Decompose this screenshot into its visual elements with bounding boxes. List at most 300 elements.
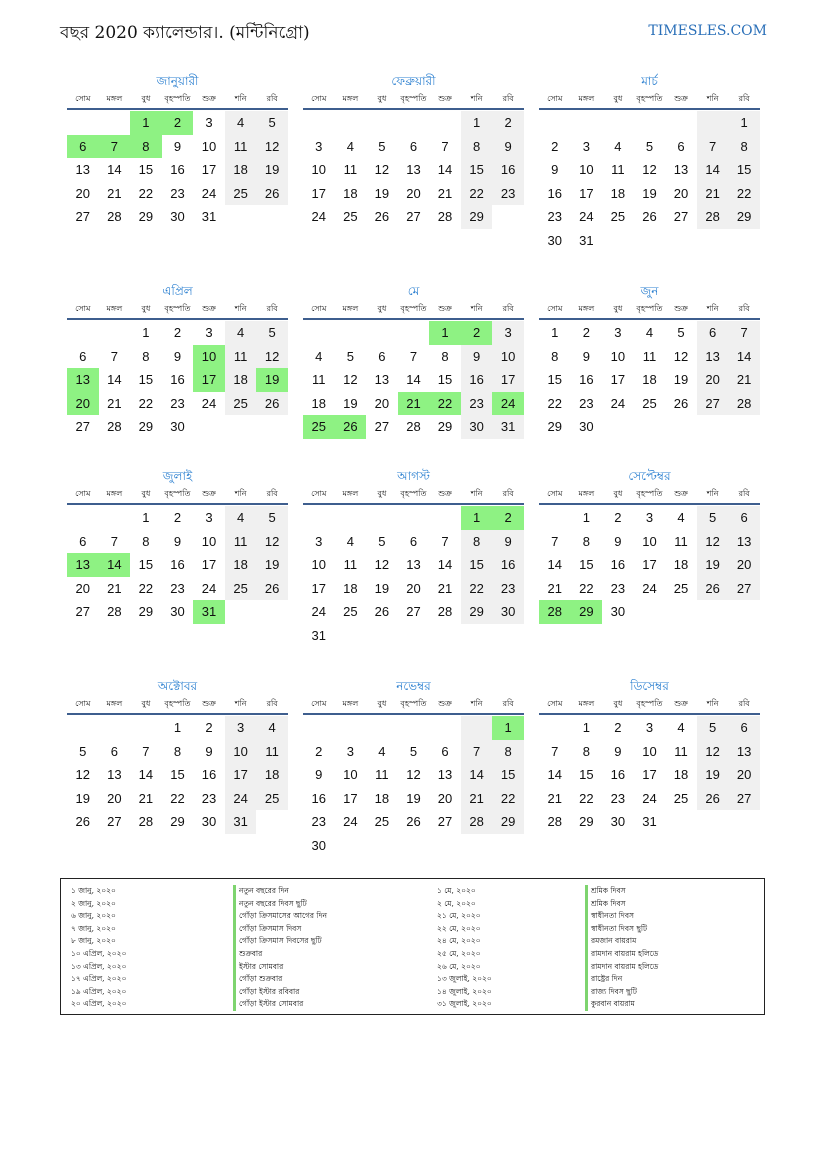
day-cell: 20	[673, 185, 689, 201]
day-cell: 23	[610, 790, 626, 806]
weekday-header	[303, 485, 524, 505]
empty-day	[67, 506, 99, 530]
day-cell: 8	[461, 135, 493, 159]
empty-day	[335, 716, 367, 740]
empty-day	[634, 111, 666, 135]
day-cell: 10	[492, 345, 524, 369]
day-cell: 11	[225, 135, 257, 159]
legend-dates-right	[437, 885, 492, 1011]
day-cell: 28	[107, 419, 122, 434]
empty-day	[335, 111, 367, 135]
day-cell: 12	[374, 162, 390, 177]
weekday-label: বুধ	[613, 489, 623, 498]
day-cell: 31	[225, 810, 257, 834]
day-cell: 22	[138, 395, 154, 411]
legend-holiday-name: শ্রমিক দিবস	[585, 898, 658, 911]
day-cell: 7	[441, 138, 449, 154]
month-block	[67, 677, 288, 834]
day-cell: 2	[492, 506, 524, 530]
day-cell: 28	[406, 419, 421, 434]
day-cell: 1	[582, 720, 590, 735]
day-cell: 23	[492, 182, 524, 206]
day-cell: 15	[579, 557, 594, 572]
legend-holiday-name: গোঁড়া ক্রিসমাস দিবস	[233, 923, 327, 936]
weekday-label: মঙ্গল	[106, 94, 123, 103]
day-cell: 24	[201, 185, 217, 201]
day-cell: 5	[79, 743, 87, 759]
day-cell: 17	[225, 763, 257, 787]
day-cell: 29	[170, 814, 185, 829]
day-cell: 30	[492, 600, 524, 624]
day-cell: 7	[551, 743, 559, 759]
month-name: এপ্রিল	[162, 284, 193, 298]
day-cell: 19	[697, 553, 729, 577]
weekday-label: বুধ	[377, 304, 387, 313]
empty-day	[429, 716, 461, 740]
day-cell: 24	[642, 790, 657, 806]
day-cell: 28	[107, 209, 122, 224]
day-cell: 11	[674, 743, 688, 759]
day-cell: 9	[173, 348, 182, 364]
day-cell: 25	[225, 577, 257, 601]
weekday-label: বৃহস্পতি	[636, 489, 663, 498]
day-cell: 21	[728, 368, 760, 392]
day-cell: 30	[170, 604, 185, 619]
day-cell: 26	[642, 209, 657, 224]
weekday-label: মঙ্গল	[578, 699, 595, 708]
weekday-label: রবি	[266, 94, 278, 103]
legend-date: ৭ জানু, ২০২০	[71, 923, 116, 933]
day-cell: 28	[107, 604, 122, 619]
legend-holiday-name: গোঁড়া ইস্টার রবিবার	[233, 986, 327, 999]
day-cell: 4	[614, 138, 622, 154]
month-name: অক্টোবর	[157, 679, 198, 693]
weekday-label: মঙ্গল	[342, 94, 359, 103]
day-cell: 3	[346, 743, 354, 759]
weekday-label: শনি	[234, 94, 247, 103]
day-cell: 6	[441, 743, 449, 759]
weekday-label: সোম	[547, 304, 563, 313]
day-cell: 10	[343, 767, 358, 782]
weekday-label: মঙ্গল	[106, 699, 123, 708]
day-cell: 11	[611, 162, 625, 177]
day-cell: 22	[492, 787, 524, 811]
day-cell: 20	[75, 185, 91, 201]
day-cell: 5	[378, 533, 386, 549]
day-cell: 30	[311, 837, 327, 853]
weekday-label: শুক্র	[202, 94, 216, 103]
month-block	[539, 467, 760, 624]
day-cell: 8	[551, 348, 559, 364]
day-cell: 4	[378, 743, 386, 759]
day-cell: 18	[343, 185, 358, 201]
day-cell: 7	[728, 321, 760, 345]
legend-holiday-name: রমজান বায়রাম	[585, 935, 658, 948]
day-cell: 13	[437, 767, 453, 782]
empty-day	[602, 111, 634, 135]
month-block	[303, 72, 524, 229]
day-cell: 20	[437, 790, 453, 806]
legend-date: ১৯ এপ্রিল, ২০২০	[71, 986, 127, 996]
legend-holiday-name: নতুন বছরের দিবস ছুটি	[233, 898, 327, 911]
day-cell: 31	[311, 627, 327, 643]
day-cell: 2	[205, 720, 213, 735]
day-cell: 29	[138, 419, 154, 434]
weekday-label: মঙ্গল	[342, 489, 359, 498]
day-cell: 11	[343, 162, 358, 177]
empty-day	[130, 716, 162, 740]
day-cell: 27	[437, 814, 453, 829]
day-cell: 28	[437, 209, 453, 224]
day-cell: 16	[311, 790, 327, 806]
legend-dates-left	[71, 885, 126, 1011]
weekday-label: সোম	[547, 489, 563, 498]
holiday-legend	[60, 878, 765, 1015]
day-cell: 3	[645, 720, 654, 735]
day-cell: 12	[374, 557, 390, 572]
weekday-label: রবি	[738, 489, 750, 498]
empty-day	[461, 716, 493, 740]
day-cell: 29	[437, 419, 453, 434]
day-cell: 17	[201, 557, 217, 572]
day-cell: 15	[579, 767, 594, 782]
day-cell: 19	[256, 553, 288, 577]
weekday-label: মঙ্গল	[578, 489, 595, 498]
month-name: আগস্ট	[397, 469, 430, 483]
day-cell: 25	[610, 209, 626, 224]
day-cell: 4	[225, 111, 257, 135]
weekday-label: সোম	[75, 304, 91, 313]
day-cell: 10	[642, 743, 657, 759]
month-name: ফেব্রুয়ারী	[391, 74, 436, 88]
day-cell: 12	[673, 348, 689, 364]
day-cell: 13	[697, 345, 729, 369]
weekday-label: শুক্র	[202, 699, 216, 708]
legend-date: ১৩ জুলাই, ২০২০	[437, 974, 492, 984]
weekday-label: শুক্র	[202, 489, 216, 498]
day-cell: 4	[346, 533, 354, 549]
day-cell: 29	[138, 209, 154, 224]
day-cell: 22	[547, 395, 563, 411]
day-cell: 17	[579, 185, 594, 201]
day-cell: 5	[346, 348, 354, 364]
day-cell: 7	[142, 743, 150, 759]
day-cell: 9	[614, 533, 622, 549]
day-cell: 5	[697, 506, 729, 530]
empty-day	[303, 506, 335, 530]
empty-day	[99, 321, 131, 345]
page-title: বছর 2020 ক্যালেন্ডার।. (মন্টিনিগ্রো)	[60, 23, 310, 43]
empty-day	[303, 716, 335, 740]
day-cell: 18	[610, 185, 626, 201]
day-cell: 15	[138, 557, 154, 572]
day-cell: 1	[582, 510, 590, 525]
day-cell: 14	[728, 345, 760, 369]
day-cell: 3	[205, 115, 213, 130]
day-cell: 2	[461, 321, 493, 345]
empty-day	[99, 716, 131, 740]
day-cell: 2	[173, 510, 182, 525]
day-cell: 31	[642, 814, 657, 829]
day-cell: 21	[107, 395, 122, 411]
legend-holiday-name: গোঁড়া ক্রিসমাস দিবসের ছুটি	[233, 935, 327, 948]
day-cell: 6	[728, 716, 760, 740]
weekday-label: বুধ	[141, 94, 151, 103]
weekday-label: বুধ	[613, 699, 623, 708]
day-cell: 8	[173, 743, 182, 759]
weekday-label: মঙ্গল	[578, 304, 595, 313]
day-cell: 7	[110, 533, 118, 549]
weekday-label: বৃহস্পতি	[400, 699, 427, 708]
day-cell: 26	[406, 814, 421, 829]
day-cell: 29	[492, 810, 524, 834]
weekday-label: মঙ্গল	[342, 304, 359, 313]
day-cell: 21	[138, 790, 154, 806]
day-cell: 11	[225, 345, 257, 369]
month-block	[539, 282, 760, 439]
day-cell: 30	[610, 604, 626, 619]
day-cell: 14	[437, 162, 453, 177]
day-cell: 24	[579, 209, 594, 224]
day-cell: 14	[107, 162, 122, 177]
day-cell: 25	[343, 604, 358, 619]
month-block	[67, 282, 288, 439]
weekday-label: সোম	[311, 489, 327, 498]
weekday-label: শনি	[470, 699, 483, 708]
day-cell: 14	[547, 557, 563, 572]
day-cell: 13	[107, 767, 122, 782]
day-cell: 21	[547, 580, 563, 596]
legend-date: ৬ জানু, ২০২০	[71, 911, 116, 921]
day-cell: 4	[677, 720, 685, 735]
day-cell: 24	[642, 580, 657, 596]
empty-day	[398, 321, 430, 345]
day-cell: 10	[225, 740, 257, 764]
day-cell: 23	[492, 577, 524, 601]
day-cell: 17	[311, 185, 327, 201]
weekday-label: শনি	[470, 94, 483, 103]
day-cell: 3	[315, 138, 323, 154]
day-cell: 13	[728, 740, 760, 764]
day-cell: 19	[406, 790, 421, 806]
day-grid	[303, 506, 524, 647]
day-cell: 1	[142, 325, 150, 340]
weekday-header	[539, 300, 760, 320]
day-cell: 11	[642, 348, 657, 364]
weekday-label: শনি	[470, 489, 483, 498]
day-cell: 18	[225, 553, 257, 577]
weekday-header	[67, 90, 288, 110]
day-cell: 19	[374, 185, 390, 201]
day-cell: 1	[492, 716, 524, 740]
day-cell: 18	[311, 395, 327, 411]
day-cell: 21	[697, 182, 729, 206]
weekday-label: রবি	[738, 304, 750, 313]
weekday-label: রবি	[502, 699, 514, 708]
day-cell: 24	[311, 209, 327, 224]
site-link[interactable]: TIMESLES.COM	[648, 23, 767, 39]
day-cell: 20	[374, 395, 390, 411]
day-cell: 3	[205, 325, 213, 340]
day-cell: 14	[437, 557, 453, 572]
weekday-label: রবি	[266, 304, 278, 313]
day-cell: 11	[225, 530, 257, 554]
weekday-label: রবি	[502, 304, 514, 313]
day-cell: 21	[107, 185, 122, 201]
legend-holiday-name: রামদান বায়রাম হলিডে	[585, 961, 658, 974]
day-cell: 19	[256, 158, 288, 182]
day-cell: 27	[673, 209, 689, 224]
day-cell: 20	[75, 580, 91, 596]
day-cell: 8	[582, 743, 590, 759]
day-cell: 29	[461, 600, 493, 624]
day-cell: 27	[374, 419, 390, 434]
day-cell: 18	[673, 767, 689, 782]
month-name: জুন	[640, 284, 659, 298]
day-cell: 16	[170, 372, 185, 387]
weekday-label: বৃহস্পতি	[164, 94, 191, 103]
day-cell: 3	[225, 716, 257, 740]
weekday-label: মঙ্গল	[106, 489, 123, 498]
month-block	[303, 467, 524, 647]
weekday-label: শনি	[706, 94, 719, 103]
day-cell: 11	[312, 372, 326, 387]
day-cell: 4	[225, 506, 257, 530]
day-cell: 29	[571, 600, 603, 624]
day-cell: 19	[75, 790, 91, 806]
weekday-label: রবি	[502, 94, 514, 103]
day-cell: 26	[256, 182, 288, 206]
empty-day	[539, 506, 571, 530]
day-cell: 23	[547, 209, 563, 224]
empty-day	[429, 506, 461, 530]
weekday-label: সোম	[75, 489, 91, 498]
day-cell: 5	[677, 325, 685, 340]
day-cell: 10	[193, 345, 225, 369]
day-cell: 6	[697, 321, 729, 345]
day-cell: 18	[642, 372, 657, 387]
day-cell: 17	[642, 557, 657, 572]
empty-day	[571, 111, 603, 135]
empty-day	[335, 506, 367, 530]
day-cell: 25	[642, 395, 657, 411]
day-cell: 9	[492, 530, 524, 554]
day-cell: 24	[610, 395, 626, 411]
day-cell: 27	[75, 209, 91, 224]
day-cell: 16	[170, 557, 185, 572]
day-cell: 9	[461, 345, 493, 369]
day-cell: 25	[343, 209, 358, 224]
day-cell: 25	[673, 790, 689, 806]
day-cell: 7	[697, 135, 729, 159]
weekday-label: শুক্র	[438, 304, 452, 313]
day-cell: 21	[547, 790, 563, 806]
month-name: ডিসেম্বর	[630, 679, 669, 693]
empty-day	[539, 716, 571, 740]
day-cell: 9	[205, 743, 213, 759]
day-cell: 25	[256, 787, 288, 811]
day-cell: 27	[406, 604, 421, 619]
day-cell: 17	[193, 368, 225, 392]
day-cell: 3	[205, 510, 213, 525]
weekday-label: রবি	[738, 699, 750, 708]
day-cell: 8	[728, 135, 760, 159]
day-cell: 2	[492, 111, 524, 135]
day-cell: 11	[343, 557, 358, 572]
legend-holiday-name: স্বাধীনতা দিবস	[585, 910, 658, 923]
day-cell: 22	[461, 577, 493, 601]
day-cell: 13	[728, 530, 760, 554]
day-cell: 22	[579, 580, 594, 596]
weekday-label: মঙ্গল	[578, 94, 595, 103]
day-cell: 1	[728, 111, 760, 135]
day-cell: 27	[75, 604, 91, 619]
day-cell: 13	[374, 372, 390, 387]
day-cell: 21	[398, 392, 430, 416]
legend-names-left	[233, 885, 327, 1011]
day-cell: 8	[461, 530, 493, 554]
day-cell: 7	[409, 348, 418, 364]
day-cell: 22	[728, 182, 760, 206]
day-cell: 9	[551, 162, 559, 177]
day-cell: 3	[315, 533, 323, 549]
weekday-label: সোম	[547, 94, 563, 103]
day-cell: 31	[193, 600, 225, 624]
day-cell: 18	[225, 158, 257, 182]
legend-holiday-name: গোঁড়া ক্রিসমাসের আগের দিন	[233, 910, 327, 923]
day-cell: 5	[256, 506, 288, 530]
day-cell: 15	[728, 158, 760, 182]
day-cell: 26	[374, 209, 390, 224]
weekday-label: বৃহস্পতি	[400, 304, 427, 313]
legend-date: ২ মে, ২০২০	[437, 898, 476, 908]
weekday-label: বুধ	[141, 304, 151, 313]
legend-date: ২৬ মে, ২০২০	[437, 961, 481, 971]
day-cell: 1	[429, 321, 461, 345]
day-cell: 10	[642, 533, 657, 549]
day-grid	[539, 321, 760, 439]
day-cell: 15	[138, 372, 154, 387]
legend-holiday-name: শ্রমিক দিবস	[585, 885, 658, 898]
weekday-label: বুধ	[377, 94, 387, 103]
weekday-label: সোম	[311, 94, 327, 103]
day-cell: 8	[441, 348, 449, 364]
day-cell: 18	[225, 368, 257, 392]
day-cell: 2	[614, 720, 622, 735]
day-cell: 31	[201, 209, 217, 224]
day-cell: 28	[138, 814, 154, 829]
day-cell: 18	[673, 557, 689, 572]
day-cell: 12	[343, 372, 358, 387]
day-cell: 20	[406, 185, 421, 201]
day-cell: 18	[343, 580, 358, 596]
day-grid	[303, 716, 524, 857]
day-cell: 14	[406, 372, 421, 387]
month-block	[67, 72, 288, 229]
day-cell: 16	[170, 162, 185, 177]
day-cell: 26	[697, 787, 729, 811]
day-cell: 15	[138, 162, 154, 177]
month-block	[303, 677, 524, 857]
day-cell: 6	[728, 506, 760, 530]
day-cell: 24	[343, 814, 358, 829]
day-cell: 2	[551, 138, 559, 154]
day-cell: 13	[75, 162, 91, 177]
day-cell: 14	[697, 158, 729, 182]
day-cell: 15	[461, 158, 493, 182]
day-cell: 31	[579, 232, 594, 248]
day-cell: 14	[547, 767, 563, 782]
